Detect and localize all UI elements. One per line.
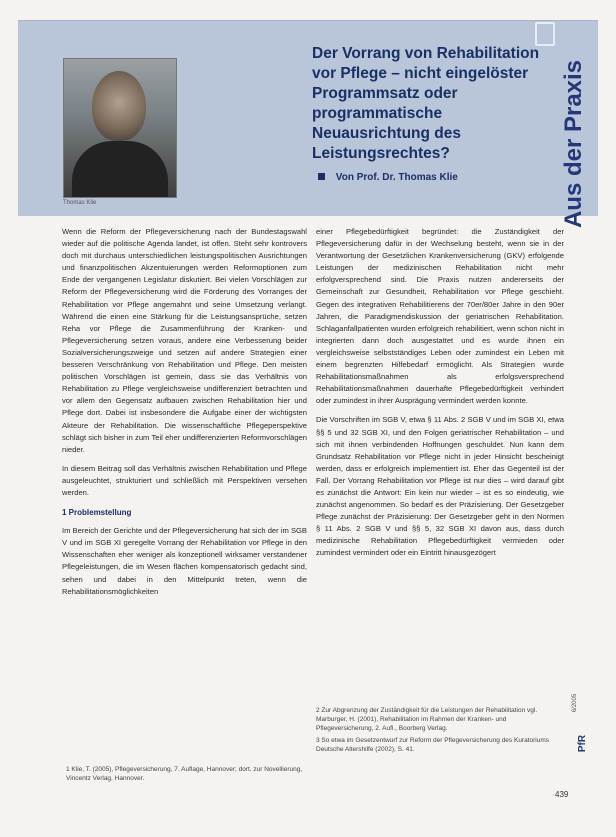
paragraph: Die Vorschriften im SGB V, etwa § 11 Abs. 2 SGB V und im SGB XI, etwa §§ 5 und 32 SGB XI, und den Folgen geriatrischer Rehabilitation – und sich mit ihnen verbindenden Hoffnungen geschuldet. Nun kann dem Grundsatz Rehabilitation vor Pflege nicht in jeder Hinsicht bescheinigt werden, dass er erfolgreich implementiert ist. Eher das Gegenteil ist der Fall. Der Vorrang Rehabilitation vor Pflege ist nur dies – wird darauf gibt es zunächst die Antwort: Ein kein nur wieder – ist es so eindeutig, wie zunächst angenommen. So bedarf es der Präzisierung. Der Gesetzgeber Pflege zunächst der Präzisierung: Der Gesetzgeber geht in den Normen § 11 Abs. 2 SGB V und §§ 5, 32 SGB XI davon aus, dass durch medizinische Rehabilitation Pflegebedürftigkeit vermieden oder zumindest vermindert oder ein Eintritt hinausgezögert <box>316 415 564 558</box>
footnotes-left <box>66 765 306 786</box>
page-number: 439 <box>555 790 569 799</box>
footnote: 2 Zur Abgrenzung der Zuständigkeit für die Leistungen der Rehabilitation vgl. Marburger, H. (2001), Rehabilitation im Rahmen der Kranken- und Pflegeversicherung, 2. Aufl., Boorberg Verlag. <box>316 707 538 732</box>
journal-logo: PfR <box>577 734 589 753</box>
byline-text: Von Prof. Dr. Thomas Klie <box>335 172 458 183</box>
section-side-label <box>548 60 598 235</box>
side-label-text: Aus der Praxis <box>560 59 588 229</box>
footnote: 3 So etwa im Gesetzentwurf zur Reform der Pflegeversicherung des Kuratoriums Deutsche Altershilfe (2002), S. 41. <box>316 737 550 753</box>
left-column <box>62 226 307 605</box>
author-photo <box>63 58 177 198</box>
photo-caption: Thomas Klie <box>63 200 97 206</box>
section-heading: 1 Problemstellung <box>62 508 132 518</box>
footnote: 1 Klie, T. (2005), Pflegeversicherung, 7. Auflage, Hannover; dort. zur Novellierung, Vincentz Verlag, Hannover. <box>66 766 303 782</box>
right-column <box>316 226 564 567</box>
corner-logo <box>535 22 555 46</box>
paragraph: In diesem Beitrag soll das Verhältnis zwischen Rehabilitation und Pflege ausgeleuchtet, strukturiert und schließlich mit Perspektiven versehen werden. <box>62 463 307 497</box>
article-byline <box>318 172 458 183</box>
paragraph: einer Pflegebedürftigkeit begründet: die Zuständigkeit der Pflegeversicherung dafür in der Wechselung besteht, wenn sie in der Verantwortung der Gesetzlichen Krankenversicherung (GKV) erfolgende Leistungen der medizinischen Rehabilitation nicht mehr erfolgversprechend sind. Die Praxis nutzen andererseits der Gemeinschaft zur Gesundheit, Rehabilitation vor Pflege geschieht. Gegen des integrativen Rehabilitierens der 70er/80er Jahre in den 90er Jahren, die Paradigmendiskussion der geriatrischen Rehabilitation. Schlaganfallpatienten wurden erfolgreich rehabilitiert, wenn schon nicht in integrierten dann doch ausgestattet und es wurde ihnen ein vergleichsweise selbstständiges Leben oder zumindest ein Leben mit einem begrenzten Hilfebedarf ermöglicht. Als Strategien wurde Rehabilitationsmaßnahmen als erfolgsversprechend Rehabilitationsmaßnahmen dauerhafte Pflegebedürftigkeit verhindert oder zumindest in ihrer Ausprägung vermindert werden konnte. <box>316 227 564 406</box>
paragraph: Im Bereich der Gerichte und der Pflegeversicherung hat sich der im SGB V und im SGB XI geregelte Vorrang der Rehabilitation vor Pflege in den Wissenschaften eher weniger als konzeptionell wirksamer verstandener Pflegeleistungen, die im Wesen flächen kompensatorisch gedacht sind, sehen und dabei in den Mittelpunkt treten, wenn die Rehabilitationsmöglichkeiten <box>62 526 307 596</box>
photo-head <box>92 71 146 141</box>
footnotes-right <box>316 706 556 757</box>
article-title: Der Vorrang von Rehabilitation vor Pflege – nicht eingelöster Programmsatz oder programmatische Neuausrichtung des Leistungsrechtes? <box>312 45 540 162</box>
journal-issue: 6/2005 <box>572 693 579 713</box>
photo-body <box>72 141 168 197</box>
paragraph: Wenn die Reform der Pflegeversicherung nach der Bundestagswahl wieder auf die politische Agenda landet, ist offen. Steht sehr kontrovers doch mit durchaus unterschiedlichen leistungspolitischen Ausrichtungen und finanzpolitischen Akzentuierungen werden Reformoptionen zum Ende der vergangenen Legislatur diskutiert. Bei vielen Vorschlägen zur Reform der Pflegeversicherung wird die Förderung des Vorranges der Rehabilitation vor Pflege angemahnt und seine Umsetzung verlangt. Während die einen eine Stärkung für die Leistungsansprüche, setzen Reha vor Pflege die Zusammenführung der Kranken- und Pflegeversicherung setzen voraus, andere eine Verbesserung beider Sozialversicherungszweige und setzen auf andere Strategien einer besseren Verschränkung von Rehabilitation und Pflege. Den meisten politischen Vorschlägen ist gemein, dass sie das Verhältnis von Rehabilitation zu Pflege vergleichsweise undifferenziert betrachten und vor allem den Gegensatz aufbauen zwischen Rehabilitation hier und Pflege dort. Dabei ist insbesondere die Aufgabe einer der wichtigsten Akteure der Rehabilitation. Die wissenschaftliche Pflegeperspektive schlägt sich bisher in zum Teil eher undifferenzierten Reformvorschlägen nieder. <box>62 227 307 454</box>
bullet-square-icon <box>318 173 325 180</box>
